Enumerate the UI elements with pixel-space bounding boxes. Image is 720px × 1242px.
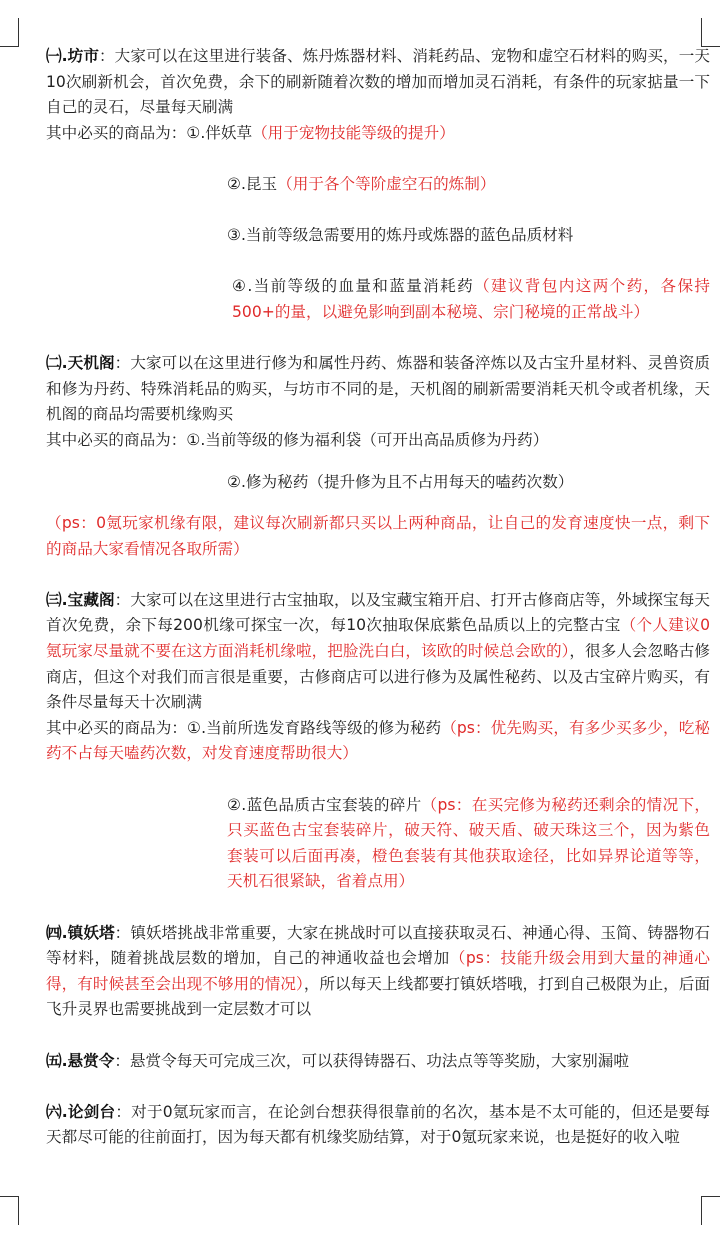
section-fangshi-title: ㈠.坊市 (46, 47, 99, 65)
section-xuanshangling-title: ㈤.悬赏令 (46, 1051, 115, 1070)
section-lunjiantai-body: 对于0氪玩家而言，在论剑台想获得很靠前的名次，基本是不太可能的，但还是要每天都尽可能的往前面打，因为每天都有机缘奖励结算，对于0氪玩家来说，也是挺好的收入啦 (46, 1102, 710, 1147)
section-lunjiantai-title: ㈥.论剑台 (46, 1102, 116, 1121)
document-body (14, 44, 710, 1151)
crop-mark-top-right (701, 18, 720, 47)
baozangge-must-buy: 其中必买的商品为：①.当前所选发育路线等级的修为秘药（ps：优先购买，有多少买多少，吃秘药不占每天嗑药次数，对发育速度帮助很大） (46, 718, 710, 763)
fangshi-item-3: ③.当前等级急需要用的炼丹或炼器的蓝色品质材料 (227, 226, 574, 245)
section-tianjige-body: 大家可以在这里进行修为和属性丹药、炼器和装备淬炼以及古宝升星材料、灵兽资质和修为丹药、特殊消耗品的购买，与坊市不同的是，天机阁的刷新需要消耗天机令或者机缘，天机阁的商品均需要机缘购买 (46, 354, 710, 424)
section-baozangge-title: ㈢.宝藏阁 (46, 590, 115, 609)
crop-mark-bottom-left (0, 1196, 19, 1225)
section-baozangge-intro: ㈢.宝藏阁：大家可以在这里进行古宝抽取，以及宝藏宝箱开启、打开古修商店等，外域探宝每天首次免费，余下每200机缘可探宝一次，每10次抽取保底紫色品质以上的完整古宝（个人建议0氪玩家尽量就不要在这方面消耗机缘啦，把脸洗白白，该欧的时候总会欧的），很多人会忽略古修商店，但这个对我们而言很是重要，古修商店可以进行修为及属性秘药、以及古宝碎片购买，有条件尽量每天十次刷满 (46, 590, 711, 712)
section-zhenyaota-body: 镇妖塔挑战非常重要，大家在挑战时可以直接获取灵石、神通心得、玉简、铸器物石等材料，随着挑战层数的增加，自己的神通收益也会增加 (46, 923, 710, 968)
section-lunjiantai-intro: ㈥.论剑台：对于0氪玩家而言，在论剑台想获得很靠前的名次，基本是不太可能的，但还是要每天都尽可能的往前面打，因为每天都有机缘奖励结算，对于0氪玩家来说，也是挺好的收入啦 (46, 1102, 710, 1147)
section-fangshi-body: 大家可以在这里进行装备、炼丹炼器材料、消耗药品、宠物和虚空石材料的购买，一天10次刷新机会，首次免费，余下的刷新随着次数的增加而增加灵石消耗，有条件的玩家掂量一下自己的灵石，尽量每天刷满 (46, 47, 710, 117)
section-baozangge-body: 大家可以在这里进行古宝抽取，以及宝藏宝箱开启、打开古修商店等，外域探宝每天首次免费，余下每200机缘可探宝一次，每10次抽取保底紫色品质以上的完整古宝 (46, 590, 710, 635)
tianjige-ps-note: （ps：0氪玩家机缘有限，建议每次刷新都只买以上两种商品，让自己的发育速度快一点，剩下的商品大家看情况各取所需） (46, 514, 710, 558)
section-zhenyaota-title: ㈣.镇妖塔 (46, 923, 115, 942)
crop-mark-top-left (0, 18, 19, 47)
section-zhenyaota-intro: ㈣.镇妖塔：镇妖塔挑战非常重要，大家在挑战时可以直接获取灵石、神通心得、玉简、铸器物石等材料，随着挑战层数的增加，自己的神通收益也会增加（ps：技能升级会用到大量的神通心得，有时候甚至会出现不够用的情况），所以每天上线都要打镇妖塔哦，打到自己极限为止，后面飞升灵界也需要挑战到一定层数才可以 (46, 923, 710, 1019)
section-tianjige-title: ㈡.天机阁 (46, 354, 115, 373)
section-fangshi-intro: ㈠.坊市：大家可以在这里进行装备、炼丹炼器材料、消耗药品、宠物和虚空石材料的购买，一天10次刷新机会，首次免费，余下的刷新随着次数的增加而增加灵石消耗，有条件的玩家掂量一下自己的灵石，尽量每天刷满 (46, 47, 710, 117)
tianjige-item-2: ②.修为秘药（提升修为且不占用每天的嗑药次数） (227, 472, 574, 491)
fangshi-item-2: ②.昆玉（用于各个等阶虚空石的炼制） (227, 174, 496, 193)
fangshi-item-4: ④.当前等级的血量和蓝量消耗药（建议背包内这两个药，各保持500+的量，以避免影响到副本秘境、宗门秘境的正常战斗） (232, 277, 710, 321)
tianjige-must-buy: 其中必买的商品为：①.当前等级的修为福利袋（可开出高品质修为丹药） (46, 430, 549, 449)
section-xuanshangling-intro: ㈤.悬赏令：悬赏令每天可完成三次，可以获得铸器石、功法点等等奖励，大家别漏啦 (46, 1051, 629, 1070)
section-xuanshangling-body: 悬赏令每天可完成三次，可以获得铸器石、功法点等等奖励，大家别漏啦 (129, 1051, 629, 1070)
section-tianjige-intro: ㈡.天机阁：大家可以在这里进行修为和属性丹药、炼器和装备淬炼以及古宝升星材料、灵兽资质和修为丹药、特殊消耗品的购买，与坊市不同的是，天机阁的刷新需要消耗天机令或者机缘，天机阁的商品均需要机缘购买 (46, 354, 710, 424)
fangshi-must-buy: 其中必买的商品为：①.伴妖草（用于宠物技能等级的提升） (46, 123, 455, 142)
baozangge-item-2: ②.蓝色品质古宝套装的碎片（ps：在买完修为秘药还剩余的情况下，只买蓝色古宝套装碎片，破天符、破天盾、破天珠这三个，因为紫色套装可以后面再凑，橙色套装有其他获取途径，比如异界论道等等，天机石很紧缺，省着点用） (227, 795, 710, 891)
crop-mark-bottom-right (701, 1196, 720, 1225)
